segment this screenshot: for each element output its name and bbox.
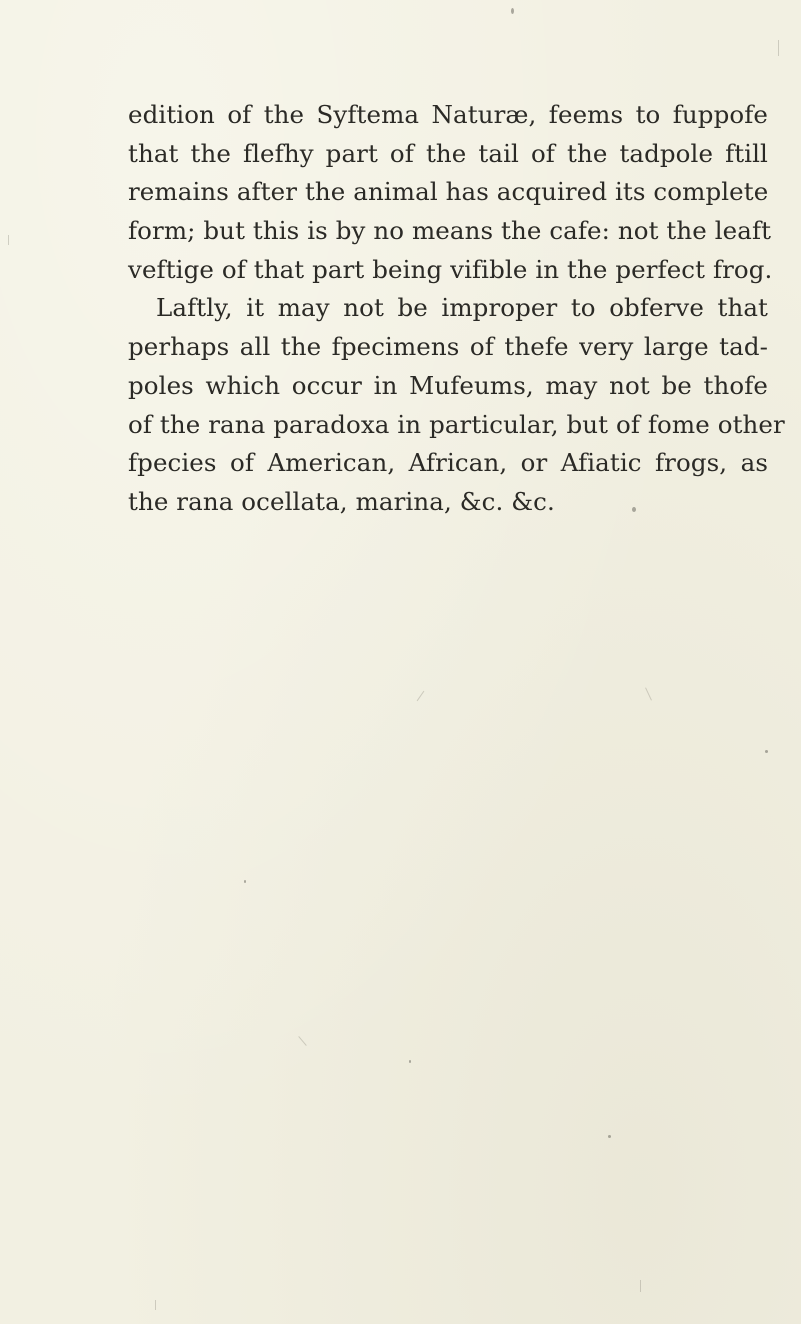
text-line: edition of the Syftema Naturæ, feems to fuppofe [128,100,768,129]
text-line: that the flefhy part of the tail of the tadpole ftill [128,138,768,168]
paper-speck [765,750,768,753]
paper-speck [632,507,636,512]
text-line: veftige of that part being vifible in the perfect frog. [128,254,773,284]
paper-speck [608,1135,611,1138]
text-line: of the rana paradoxa in particular, but of fome other [128,409,785,439]
paper-speck [244,880,246,883]
page-text [128,96,785,522]
paper-fiber [155,1300,156,1310]
paper-speck [511,8,514,14]
paragraph-start-line: Laftly, it may not be improper to obferve that [156,293,768,323]
paper-fiber [417,691,425,701]
text-line-last: the rana ocellata, marina, &c. &c. [128,486,555,516]
text-line: fpecies of American, African, or Afiatic frogs, as [128,448,768,478]
text-line: perhaps all the fpecimens of thefe very large tad- [128,332,768,362]
paper-fiber [645,687,652,700]
paper-fiber [298,1036,306,1046]
paper-speck [409,1060,411,1063]
text-line: poles which occur in Mufeums, may not be thofe [128,370,768,400]
paper-fiber [640,1280,641,1292]
text-line: remains after the animal has acquired its complete [128,177,769,207]
text-line: form; but this is by no means the cafe: not the leaft [128,216,772,246]
paper-fiber [8,235,9,245]
paper-fiber [778,40,779,56]
